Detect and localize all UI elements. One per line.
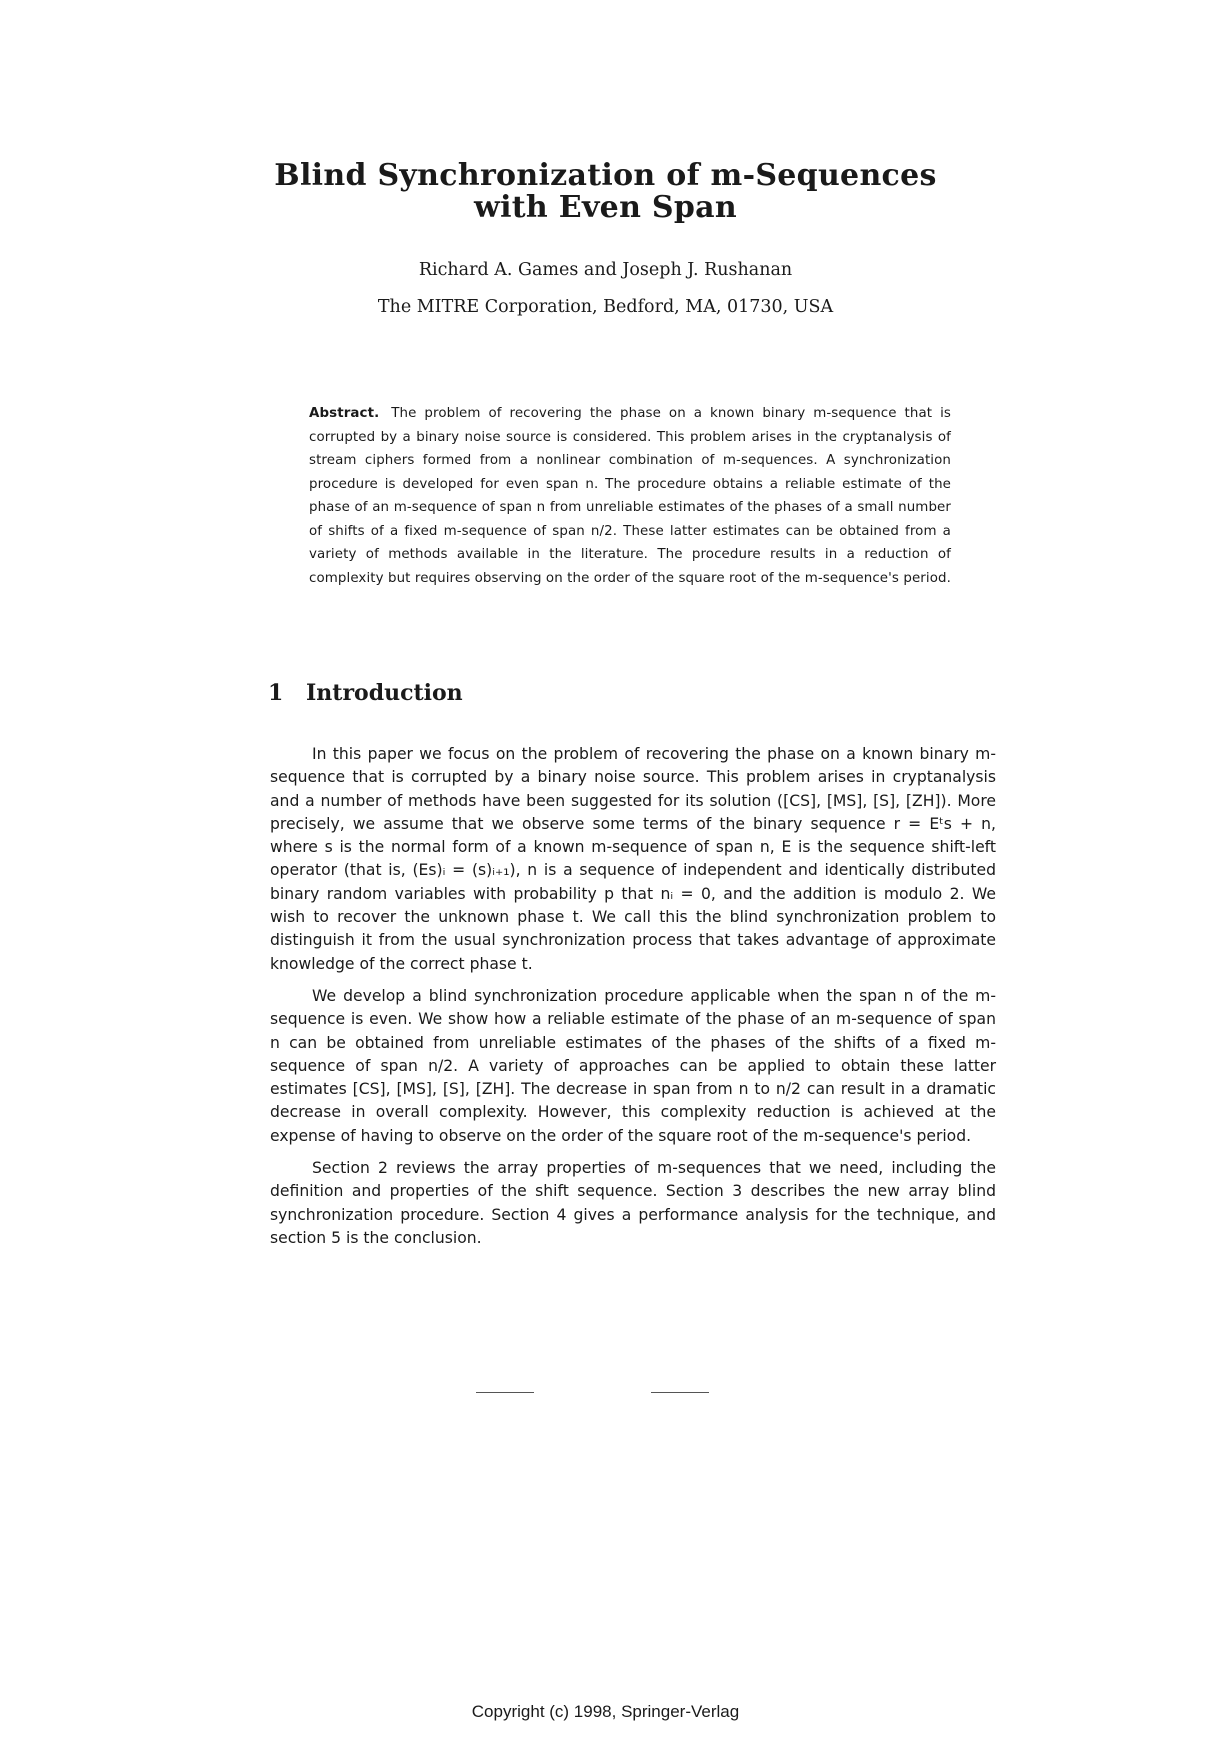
introduction-body [270,743,996,1259]
paragraph-2: We develop a blind synchronization procedure applicable when the span n of the m-sequence is even. We show how a reliable estimate of the phase of an m-sequence of span n can be obtained from unreliable estimates of the phases of the shifts of a fixed m-sequence of span n/2. A variety of approaches can be applied to obtain these latter estimates [CS], [MS], [S], [ZH]. The decrease in span from n to n/2 can result in a dramatic decrease in overall complexity. However, this complexity reduction is achieved at the expense of having to observe on the order of the square root of the m-sequence's period. [270,986,996,1145]
section-number: 1 [268,680,284,706]
copyright-footer: Copyright (c) 1998, Springer-Verlag [471,1702,740,1721]
authors: Richard A. Games and Joseph J. Rushanan [418,260,793,280]
section-title: Introduction [306,680,463,706]
abstract-text: The problem of recovering the phase on a known binary m-sequence that is corrupted by a binary noise source is considered. This problem arises in the cryptanalysis of stream ciphers formed from a nonlinear combination of m-sequences. A synchronization procedure is developed for even span n. The procedure obtains a reliable estimate of the phase of an m-sequence of span n from unreliable estimates of the phases of a small number of shifts of a fixed m-sequence of span n/2. These latter estimates can be obtained from a variety of methods available in the literature. The procedure results in a reduction of complexity but requires observing on the order of the square root of the m-sequence's period. [309,406,951,586]
abstract-label: Abstract. [309,406,380,421]
paper-title [0,160,1211,224]
section-heading [268,680,463,706]
page-rule-left [476,1392,534,1393]
page-rule-right [651,1392,709,1393]
paragraph-3: Section 2 reviews the array properties of m-sequences that we need, including the definition and properties of the shift sequence. Section 3 describes the new array blind synchronization procedure. Section 4 gives a performance analysis for the technique, and section 5 is the conclusion. [270,1159,996,1247]
paragraph-1: In this paper we focus on the problem of recovering the phase on a known binary m-sequence that is corrupted by a binary noise source. This problem arises in cryptanalysis and a number of methods have been suggested for its solution ([CS], [MS], [S], [ZH]). More precisely, we assume that we observe some terms of the binary sequence r = Eᵗs + n, where s is the normal form of a known m-sequence of span n, E is the sequence shift-left operator (that is, (Es)ᵢ = (s)ᵢ₊₁), n is a sequence of independent and identically distributed binary random variables with probability p that nᵢ = 0, and the addition is modulo 2. We wish to recover the unknown phase t. We call this the blind synchronization problem to distinguish it from the usual synchronization process that takes advantage of approximate knowledge of the correct phase t. [270,745,996,973]
paper-title-line-1: Blind Synchronization of m-Sequences [274,158,937,193]
abstract [309,402,951,590]
affiliation: The MITRE Corporation, Bedford, MA, 01730, USA [377,297,834,317]
paper-title-line-2: with Even Span [473,190,738,225]
